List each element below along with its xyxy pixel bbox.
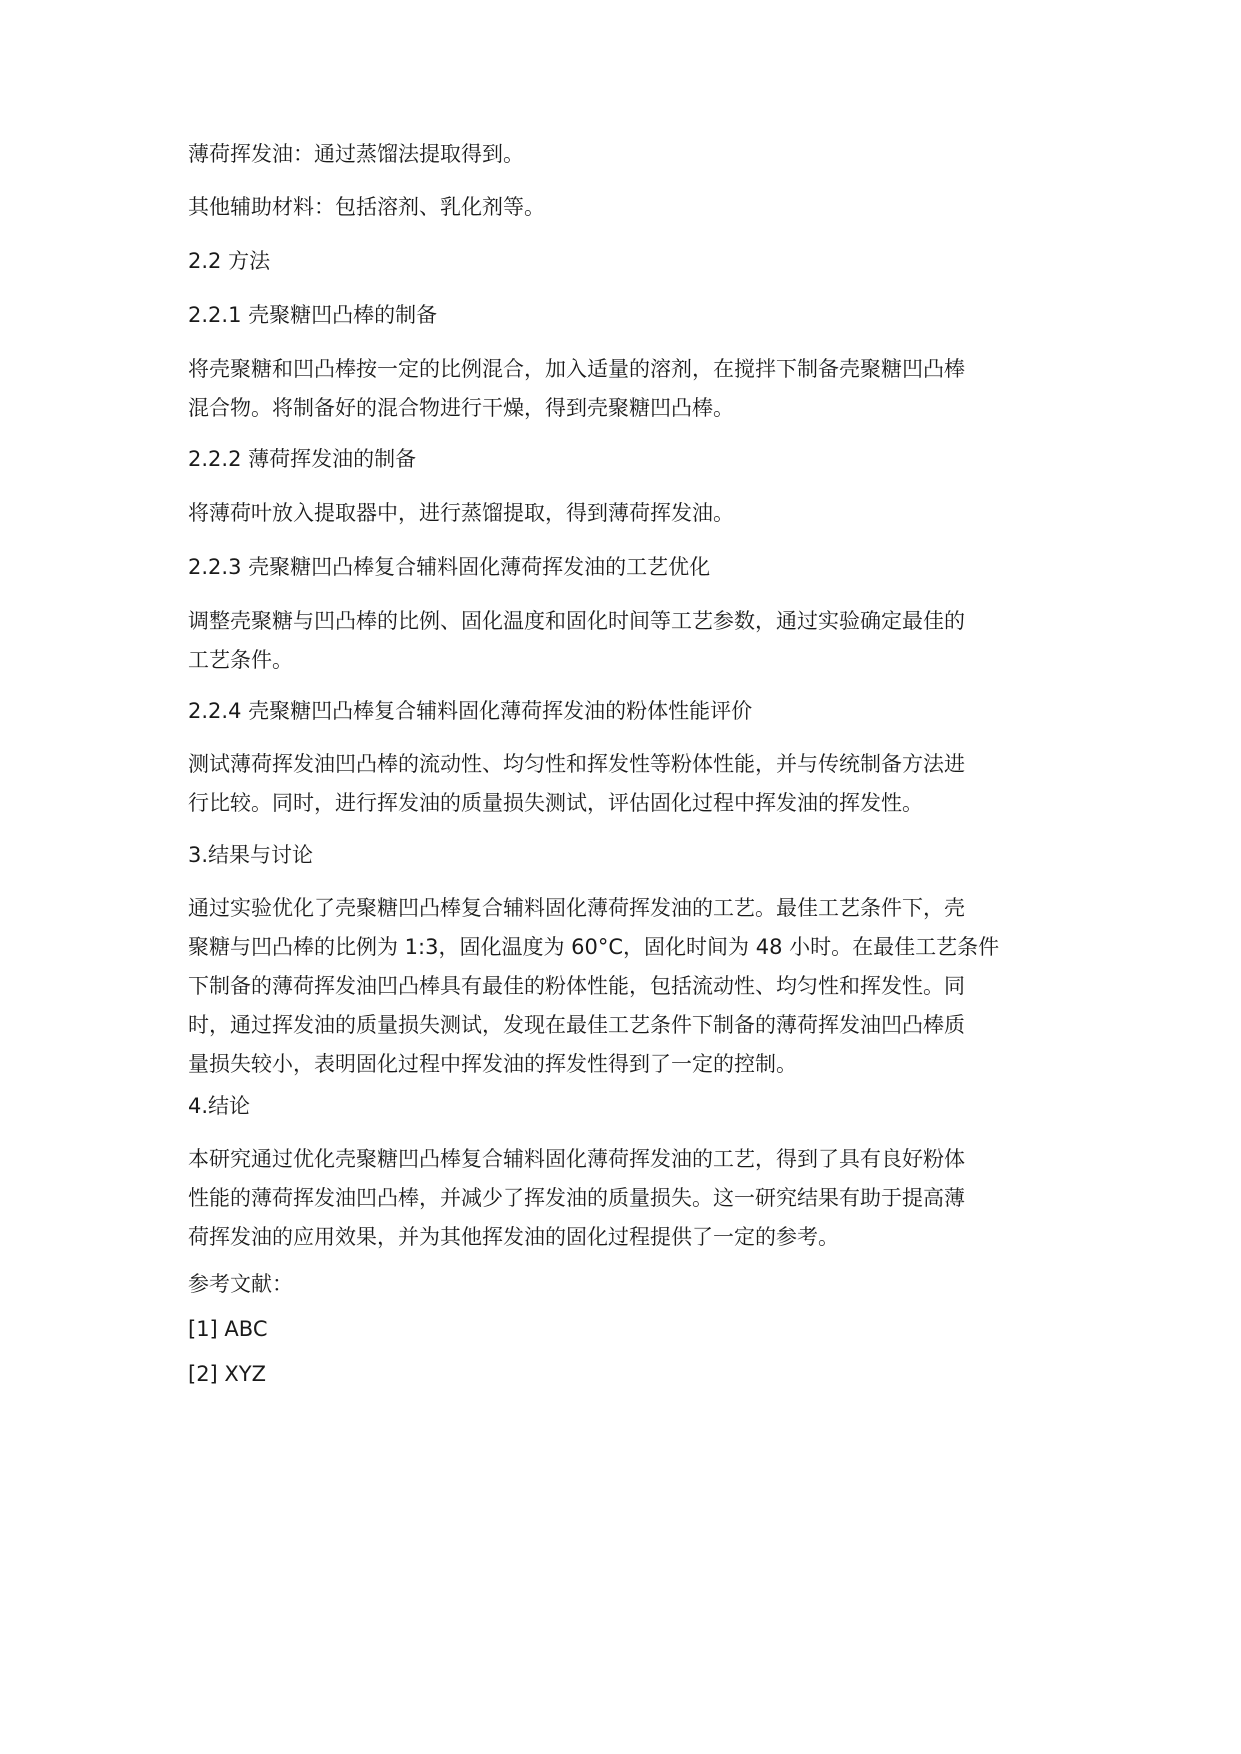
section-heading-4: 4.结论 [188, 1094, 251, 1118]
section-heading-2-2-1: 2.2.1 壳聚糖凹凸棒的制备 [188, 303, 438, 327]
material-auxiliary: 其他辅助材料：包括溶剂、乳化剂等。 [188, 195, 545, 219]
paragraph-line: 将壳聚糖和凹凸棒按一定的比例混合，加入适量的溶剂，在搅拌下制备壳聚糖凹凸棒 [188, 357, 965, 381]
paragraph-3 [188, 889, 1068, 1084]
paragraph-line: 工艺条件。 [188, 648, 293, 672]
paragraph-line: 时，通过挥发油的质量损失测试，发现在最佳工艺条件下制备的薄荷挥发油凹凸棒质 [188, 1013, 965, 1037]
reference-item-2: [2] XYZ [188, 1362, 267, 1386]
paragraph-line: 性能的薄荷挥发油凹凸棒，并减少了挥发油的质量损失。这一研究结果有助于提高薄 [188, 1186, 965, 1210]
section-heading-3: 3.结果与讨论 [188, 843, 314, 867]
section-heading-2-2: 2.2 方法 [188, 249, 271, 273]
paragraph-2-2-4 [188, 745, 1068, 823]
paragraph-2-2-1 [188, 350, 1068, 428]
paragraph-line: 聚糖与凹凸棒的比例为 1:3，固化温度为 60°C，固化时间为 48 小时。在最佳工艺条件 [188, 935, 1000, 959]
section-heading-2-2-3: 2.2.3 壳聚糖凹凸棒复合辅料固化薄荷挥发油的工艺优化 [188, 555, 711, 579]
paragraph-2-2-3 [188, 602, 1068, 680]
paragraph-line: 本研究通过优化壳聚糖凹凸棒复合辅料固化薄荷挥发油的工艺，得到了具有良好粉体 [188, 1147, 965, 1171]
section-heading-2-2-2: 2.2.2 薄荷挥发油的制备 [188, 447, 417, 471]
paragraph-line: 下制备的薄荷挥发油凹凸棒具有最佳的粉体性能，包括流动性、均匀性和挥发性。同 [188, 974, 965, 998]
paragraph-line: 量损失较小，表明固化过程中挥发油的挥发性得到了一定的控制。 [188, 1052, 797, 1076]
reference-item-1: [1] ABC [188, 1317, 268, 1341]
paragraph-2-2-2: 将薄荷叶放入提取器中，进行蒸馏提取，得到薄荷挥发油。 [188, 501, 734, 525]
paragraph-line: 混合物。将制备好的混合物进行干燥，得到壳聚糖凹凸棒。 [188, 396, 734, 420]
paragraph-line: 调整壳聚糖与凹凸棒的比例、固化温度和固化时间等工艺参数，通过实验确定最佳的 [188, 609, 965, 633]
material-mint-oil: 薄荷挥发油：通过蒸馏法提取得到。 [188, 142, 524, 166]
paragraph-line: 通过实验优化了壳聚糖凹凸棒复合辅料固化薄荷挥发油的工艺。最佳工艺条件下，壳 [188, 896, 965, 920]
section-heading-2-2-4: 2.2.4 壳聚糖凹凸棒复合辅料固化薄荷挥发油的粉体性能评价 [188, 699, 753, 723]
references-heading: 参考文献： [188, 1272, 293, 1296]
paragraph-line: 测试薄荷挥发油凹凸棒的流动性、均匀性和挥发性等粉体性能，并与传统制备方法进 [188, 752, 965, 776]
paragraph-4 [188, 1140, 1068, 1257]
paragraph-line: 行比较。同时，进行挥发油的质量损失测试，评估固化过程中挥发油的挥发性。 [188, 791, 923, 815]
paragraph-line: 荷挥发油的应用效果，并为其他挥发油的固化过程提供了一定的参考。 [188, 1225, 839, 1249]
